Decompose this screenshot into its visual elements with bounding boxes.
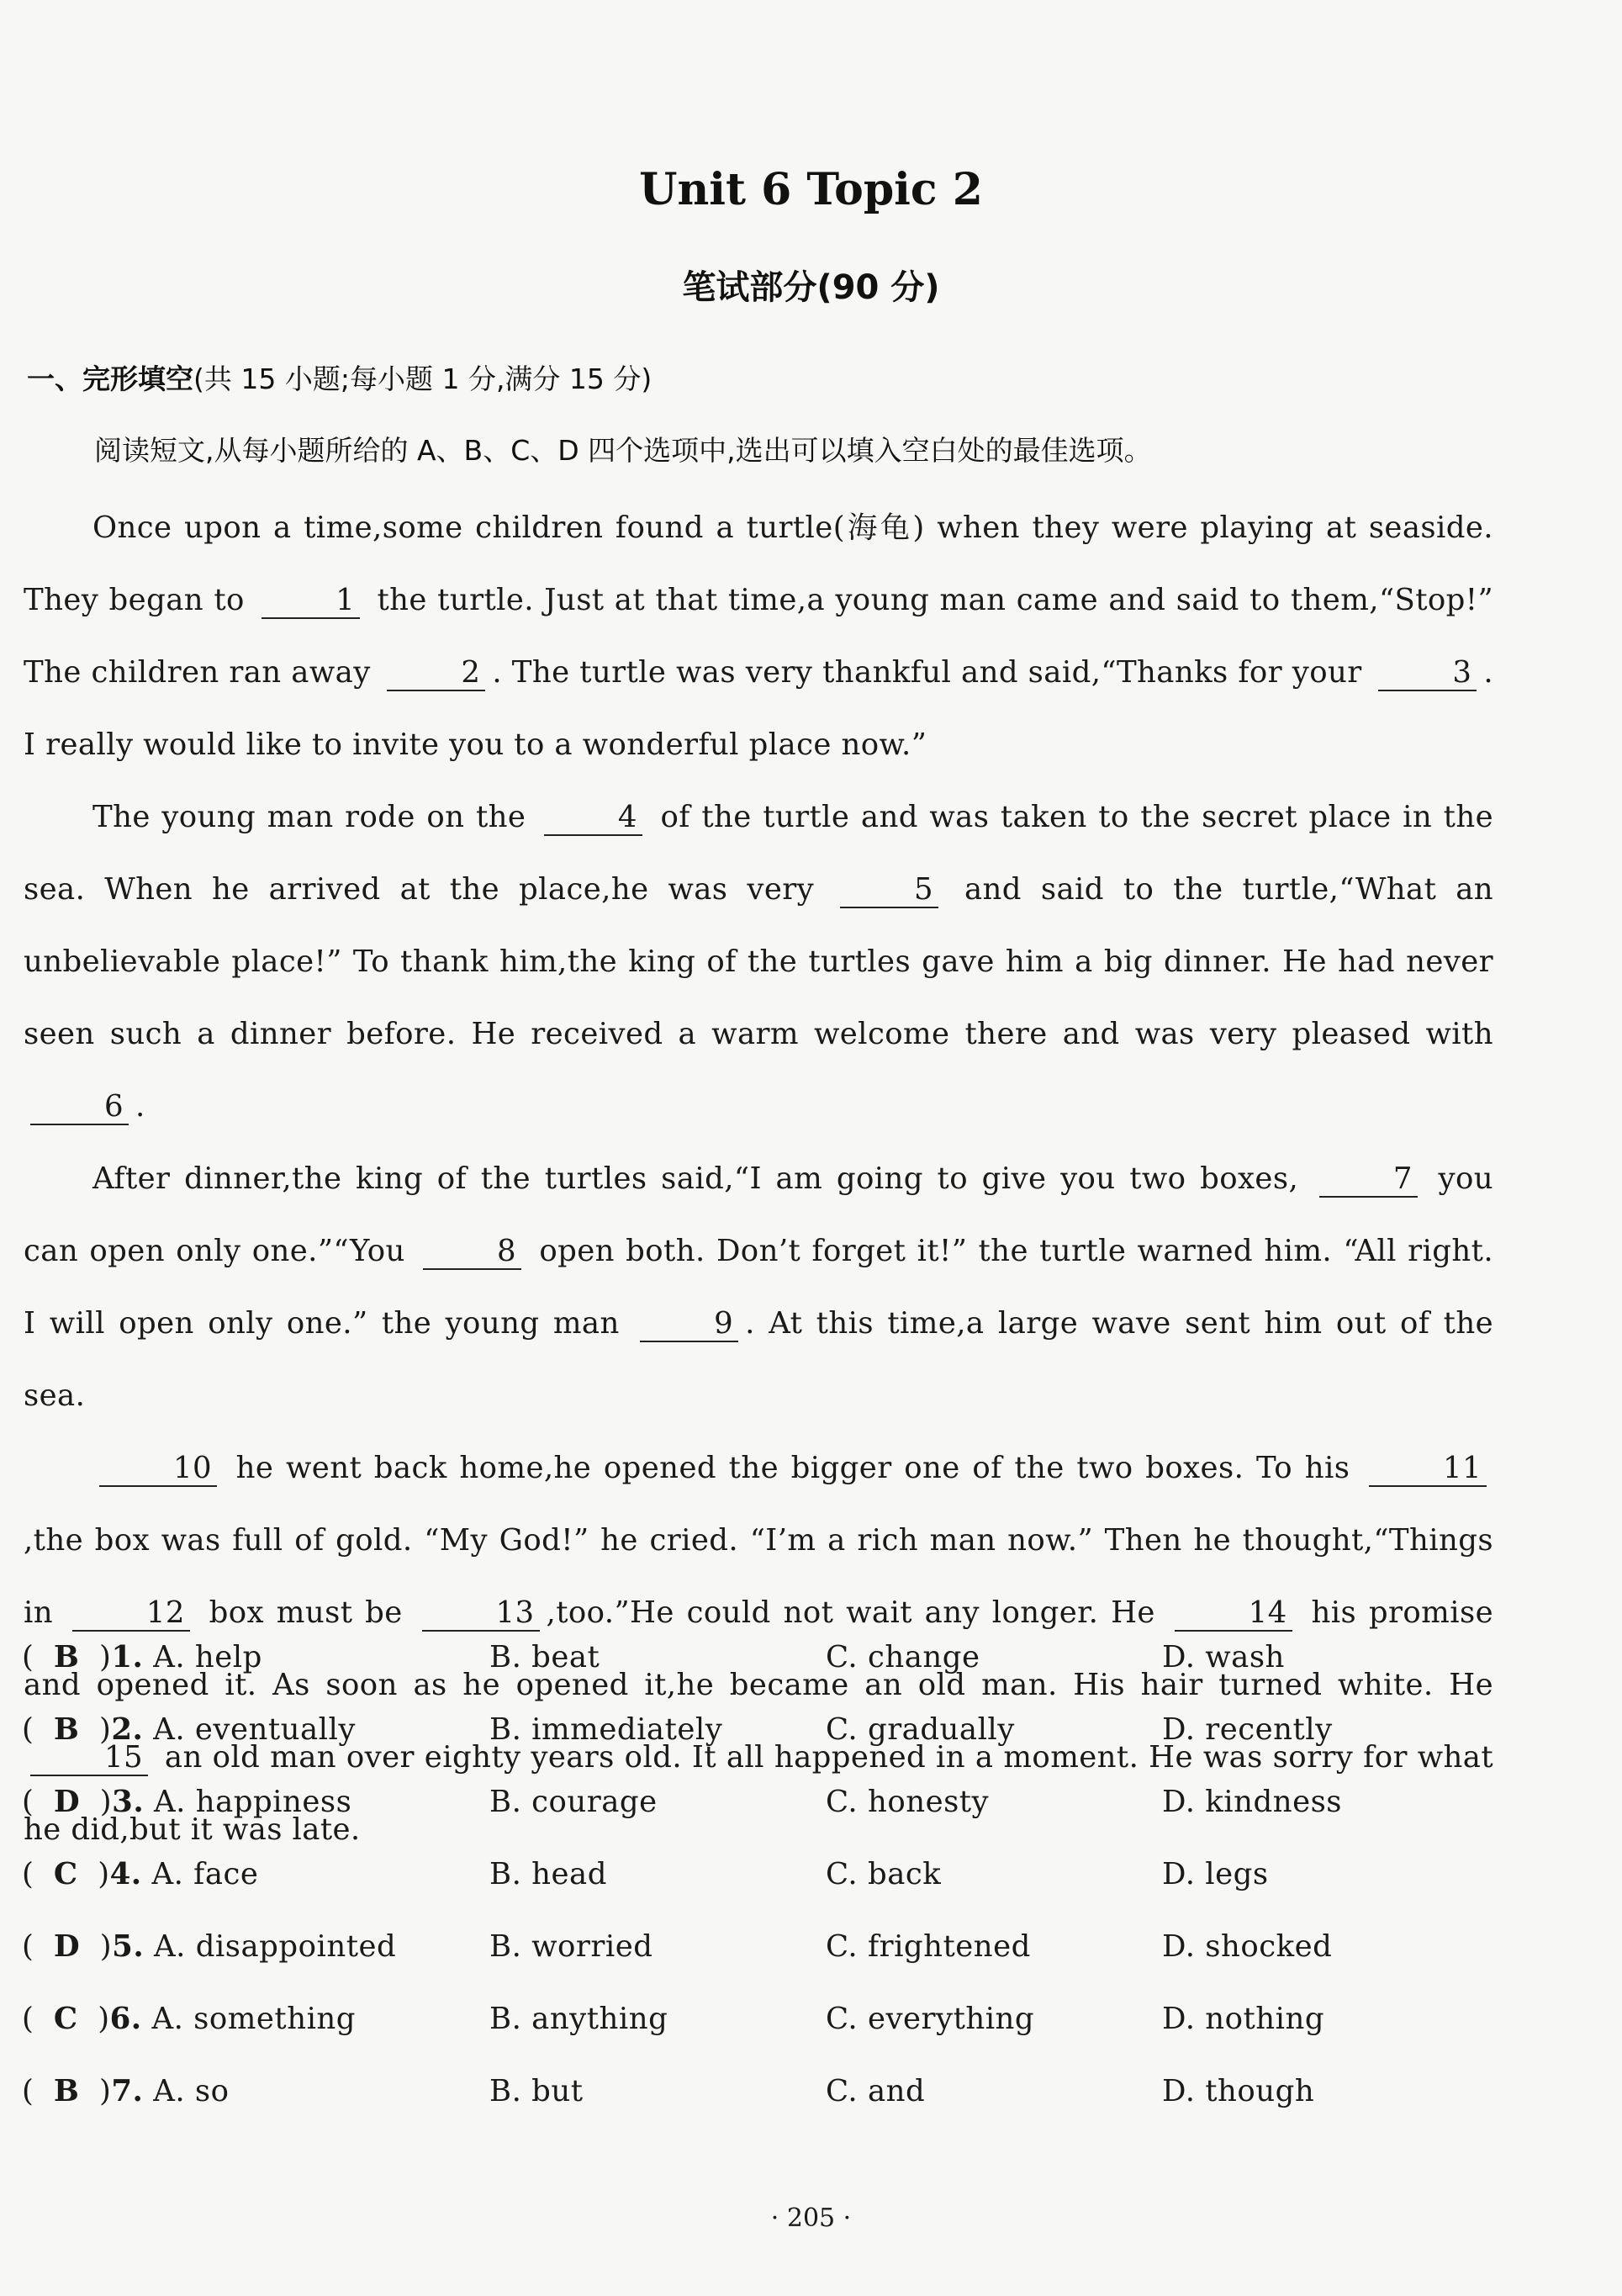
question-row — [22, 1712, 1535, 1785]
option-b: B. worried — [489, 1929, 653, 1964]
question-number: 7. — [111, 2074, 144, 2108]
question-number: 3. — [112, 1785, 145, 1819]
option-d: D. legs — [1162, 1857, 1269, 1891]
passage-text: ,too.”He could not wait any longer. He — [546, 1595, 1155, 1630]
question-row — [22, 2002, 1535, 2074]
passage-text: . I really would like to invite you to a wonderful place now.” — [24, 655, 1493, 762]
cloze-blank: 8 — [423, 1235, 521, 1270]
option-d: D. kindness — [1162, 1785, 1343, 1819]
answer-mark: B — [53, 1712, 80, 1747]
option-a: A. eventually — [153, 1712, 356, 1747]
cloze-blank: 15 — [30, 1741, 148, 1776]
cloze-blank: 7 — [1319, 1162, 1418, 1198]
option-c: C. everything — [826, 2002, 1035, 2036]
cloze-blank: 1 — [262, 584, 360, 619]
passage-text: . The turtle was very thankful and said,“Thanks for your — [492, 655, 1362, 690]
answer-mark: B — [53, 1640, 80, 1674]
section-label: 一、完形填空 — [27, 362, 193, 395]
passage-text: the turtle. Just at that time,a young man came and said to them,“Stop!” The children ran away — [24, 583, 1494, 690]
option-b: B. courage — [489, 1785, 658, 1819]
passage-paragraph — [24, 1143, 1493, 1432]
question-row — [22, 1857, 1535, 1929]
question-row — [22, 2074, 1535, 2146]
passage-text: . At this time,a large wave sent him out of the sea. — [24, 1306, 1493, 1413]
cloze-blank: 2 — [387, 656, 485, 691]
option-b: B. but — [489, 2074, 584, 2108]
answer-options-list — [22, 1640, 1535, 2146]
cloze-blank: 5 — [840, 873, 938, 908]
instruction-text: 阅读短文,从每小题所给的 A、B、C、D 四个选项中,选出可以填入空白处的最佳选项。 — [94, 434, 1152, 467]
cloze-blank: 13 — [422, 1596, 540, 1632]
question-row — [22, 1640, 1535, 1712]
passage-text: and said to the turtle,“What an unbelievable place!” To thank him,the king of the turtles gave him a big dinner. He had never seen such a dinner before. He received a warm welcome there and was very pleased with — [24, 872, 1494, 1051]
passage-text: ,the box was full of gold. “My God!” he cried. “I’m a rich man now.” Then he thought,“Things in — [24, 1523, 1493, 1630]
passage-text: of the turtle and was taken to the secret place in the sea. When he arrived at the place,he was very — [24, 800, 1494, 907]
option-a: A. help — [153, 1640, 262, 1674]
passage-text: you can open only one.”“You — [24, 1161, 1493, 1268]
option-a: A. face — [151, 1857, 259, 1891]
cloze-blank: 3 — [1378, 656, 1477, 691]
answer-mark: B — [53, 2074, 80, 2108]
option-b: B. anything — [489, 2002, 668, 2036]
question-number: 5. — [112, 1929, 145, 1964]
passage-paragraph — [24, 781, 1493, 1143]
option-a: A. happiness — [154, 1785, 352, 1819]
section-heading — [27, 357, 652, 397]
page-number: · 205 · — [770, 2203, 852, 2233]
cloze-blank: 9 — [640, 1307, 738, 1342]
cloze-blank: 14 — [1175, 1596, 1292, 1632]
question-number: 6. — [109, 2002, 142, 2036]
question-stem: ( B )1. A. help — [22, 1640, 262, 1674]
passage-paragraph — [24, 492, 1493, 781]
option-a: A. disappointed — [154, 1929, 397, 1964]
option-b: B. head — [489, 1857, 607, 1891]
answer-mark: C — [53, 2002, 78, 2036]
question-stem: ( C )4. A. face — [22, 1857, 259, 1891]
question-stem: ( D )3. A. happiness — [22, 1785, 352, 1819]
question-row — [22, 1929, 1535, 2002]
passage-text: . — [135, 1089, 145, 1124]
option-c: C. back — [826, 1857, 942, 1891]
option-c: C. gradually — [826, 1712, 1015, 1747]
cloze-blank: 12 — [72, 1596, 190, 1632]
passage-text: open both. Don’t forget it!” the turtle warned him. “All right. I will open only one.” the young man — [24, 1234, 1494, 1341]
passage-text: The young man rode on the — [92, 800, 526, 834]
question-number: 1. — [111, 1640, 144, 1674]
section-detail: (共 15 小题;每小题 1 分,满分 15 分) — [193, 362, 652, 395]
option-a: A. something — [151, 2002, 357, 2036]
option-c: C. and — [826, 2074, 926, 2108]
option-d: D. recently — [1162, 1712, 1333, 1747]
question-number: 4. — [109, 1857, 142, 1891]
question-number: 2. — [111, 1712, 144, 1747]
question-stem: ( C )6. A. something — [22, 2002, 357, 2036]
cloze-blank: 11 — [1369, 1452, 1487, 1487]
option-b: B. immediately — [489, 1712, 723, 1747]
option-d: D. shocked — [1162, 1929, 1333, 1964]
section-subtitle: 笔试部分(90 分) — [682, 268, 940, 307]
question-stem: ( B )2. A. eventually — [22, 1712, 356, 1747]
cloze-blank: 4 — [544, 801, 642, 836]
option-b: B. beat — [489, 1640, 600, 1674]
passage-text: his promise and opened it. As soon as he opened it,he became an old man. His hair turned white. He — [24, 1595, 1494, 1702]
passage-text: an old man over eighty years old. It all happened in a moment. He was sorry for what he did,but it was late. — [24, 1740, 1493, 1847]
option-c: C. honesty — [826, 1785, 990, 1819]
question-stem: ( B )7. A. so — [22, 2074, 230, 2108]
page-title: Unit 6 Topic 2 — [639, 164, 983, 215]
answer-mark: C — [53, 1857, 78, 1891]
option-d: D. nothing — [1162, 2002, 1325, 2036]
option-c: C. change — [826, 1640, 980, 1674]
option-d: D. wash — [1162, 1640, 1285, 1674]
cloze-blank: 6 — [30, 1090, 129, 1125]
option-c: C. frightened — [826, 1929, 1031, 1964]
answer-mark: D — [53, 1929, 81, 1964]
question-row — [22, 1785, 1535, 1857]
passage-text: he went back home,he opened the bigger one of the two boxes. To his — [235, 1451, 1350, 1485]
passage-text: Once upon a time,some children found a turtle(海龟) when they were playing at seaside. They began to — [24, 511, 1493, 617]
option-d: D. though — [1162, 2074, 1315, 2108]
passage-text: After dinner,the king of the turtles said,“I am going to give you two boxes, — [92, 1161, 1299, 1196]
option-a: A. so — [153, 2074, 230, 2108]
answer-mark: D — [53, 1785, 81, 1819]
question-stem: ( D )5. A. disappointed — [22, 1929, 397, 1964]
passage-text: box must be — [209, 1595, 403, 1630]
cloze-blank: 10 — [99, 1452, 217, 1487]
